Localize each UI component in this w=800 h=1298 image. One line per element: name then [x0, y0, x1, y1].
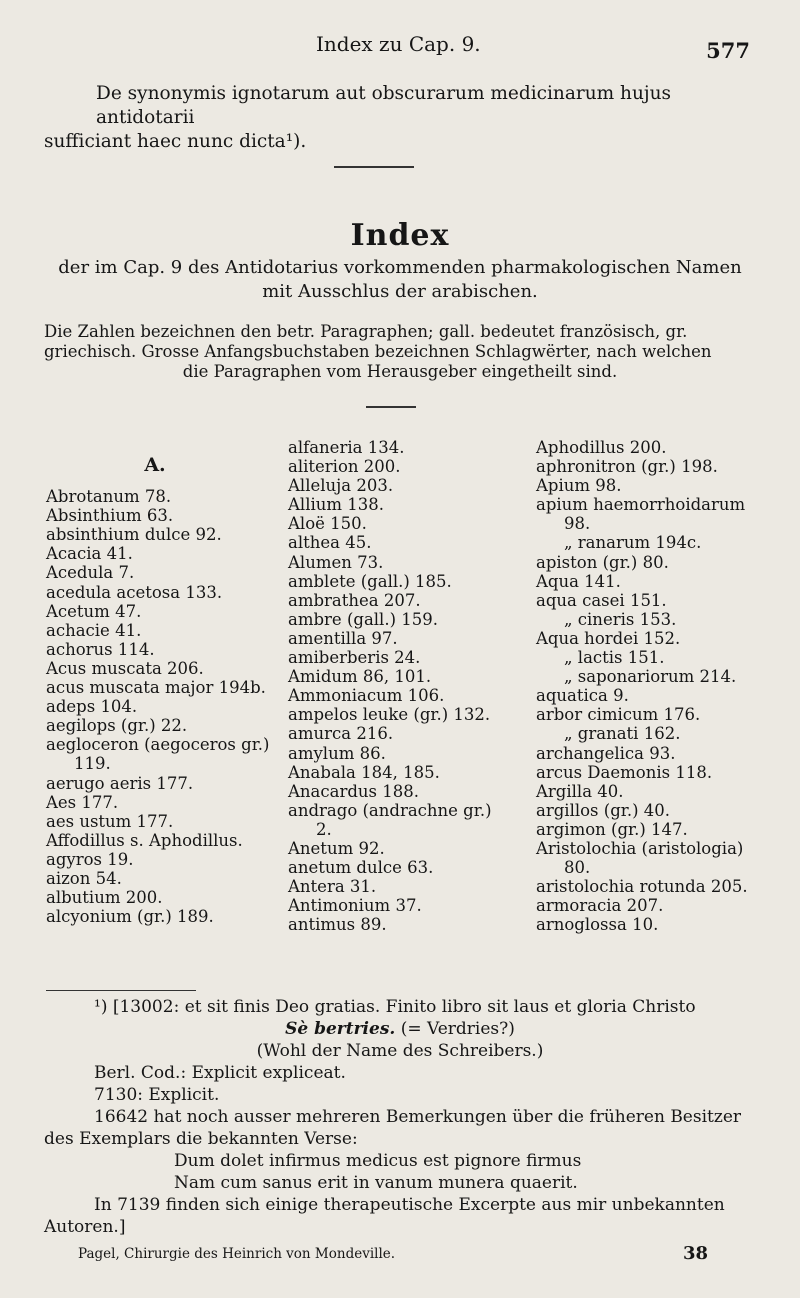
page-footer: [78, 1243, 708, 1264]
index-entry: Acedula 7.: [46, 563, 135, 583]
index-entry: aes ustum 177.: [46, 811, 174, 831]
index-column-3: [536, 438, 762, 934]
index-entry: Absinthium 63.: [46, 506, 174, 526]
index-entry: aristolochia rotunda 205.: [536, 877, 748, 897]
footnote-rule: [46, 990, 196, 991]
separator-rule: [366, 406, 416, 408]
index-entry: Aloë 150.: [288, 514, 367, 534]
explanatory-note: [44, 322, 756, 382]
index-entry: absinthium dulce 92.: [46, 525, 222, 545]
index-entry: ampelos leuke (gr.) 132.: [288, 705, 491, 725]
footnote-line: (Wohl der Name des Schreibers.): [256, 1041, 544, 1061]
footnote-line: 16642 hat noch ausser mehreren Bemerkungen über die früheren Besitzer: [94, 1107, 742, 1127]
index-entry: arnoglossa 10.: [536, 915, 659, 935]
scribe-name: Sè bertries.: [285, 1019, 396, 1039]
footnote-line: Autoren.]: [44, 1217, 126, 1237]
index-entry: Aes 177.: [46, 792, 119, 812]
index-entry: Acacia 41.: [46, 544, 133, 564]
running-header: [0, 30, 800, 63]
index-entry: Alleluja 203.: [288, 476, 394, 496]
index-entry: „ granati 162.: [564, 724, 681, 744]
index-entry: argillos (gr.) 40.: [536, 800, 671, 820]
index-entry: acedula acetosa 133.: [46, 582, 223, 602]
index-entry: amurca 216.: [288, 724, 394, 744]
scribe-gloss: (= Verdries?): [400, 1019, 515, 1039]
index-entry: aliterion 200.: [288, 457, 401, 477]
index-entry: apiston (gr.) 80.: [536, 552, 669, 572]
signature-mark: 38: [682, 1243, 708, 1264]
index-title: Index: [350, 218, 450, 253]
index-entry: albutium 200.: [46, 888, 163, 908]
index-entry: Aristolochia (aristologia): [536, 838, 744, 858]
index-entry: arbor cimicum 176.: [536, 705, 701, 725]
index-entry: Antimonium 37.: [288, 896, 422, 916]
index-entry: „ ranarum 194c.: [564, 533, 702, 553]
index-entry-continuation: 2.: [316, 819, 332, 839]
index-entry: Anacardus 188.: [288, 781, 419, 801]
index-column-1: [46, 444, 270, 927]
index-entry: Aqua 141.: [536, 571, 621, 591]
index-entry: anetum dulce 63.: [288, 858, 434, 878]
index-entry: amblete (gall.) 185.: [288, 571, 452, 591]
index-entry: Anetum 92.: [288, 838, 385, 858]
index-entry: aqua casei 151.: [536, 590, 667, 610]
index-entry-continuation: 80.: [564, 858, 591, 878]
intro-line: De synonymis ignotarum aut obscurarum medicinarum hujus antidotarii: [96, 83, 672, 128]
index-entry: argimon (gr.) 147.: [536, 819, 688, 839]
footnote-line: ¹) [13002: et sit finis Deo gratias. Finito libro sit laus et gloria Christo: [94, 997, 696, 1017]
index-entry: archangelica 93.: [536, 743, 676, 763]
index-entry: andrago (andrachne gr.): [288, 800, 492, 820]
index-entry: „ lactis 151.: [564, 648, 665, 668]
index-entry: achacie 41.: [46, 620, 142, 640]
index-entry: aegloceron (aegoceros gr.): [46, 735, 270, 755]
page-number: 577: [706, 38, 750, 63]
footnote: [44, 996, 756, 1238]
index-entry: aphronitron (gr.) 198.: [536, 457, 718, 477]
footnote-line: 7130: Explicit.: [94, 1085, 220, 1105]
index-entry: ambre (gall.) 159.: [288, 609, 438, 629]
index-entry-continuation: 98.: [564, 514, 591, 534]
footnote-line: des Exemplars die bekannten Verse:: [44, 1129, 358, 1149]
index-entry: Affodillus s. Aphodillus.: [46, 830, 243, 850]
index-entry: aquatica 9.: [536, 686, 629, 706]
footnote-signature-line: [44, 1018, 756, 1040]
index-entry-continuation: 119.: [74, 754, 111, 774]
index-entry: aegilops (gr.) 22.: [46, 716, 188, 736]
index-entry: apium haemorrhoidarum: [536, 495, 746, 515]
index-entry: arcus Daemonis 118.: [536, 762, 713, 782]
index-entry: Anabala 184, 185.: [288, 762, 440, 782]
index-entry: Abrotanum 78.: [46, 487, 172, 507]
footer-citation: Pagel, Chirurgie des Heinrich von Mondeville.: [78, 1246, 396, 1262]
subtitle-line: der im Cap. 9 des Antidotarius vorkommenden pharmakologischen Namen: [58, 257, 742, 278]
running-title: Index zu Cap. 9.: [316, 32, 481, 56]
subtitle-line: mit Ausschlus der arabischen.: [262, 281, 538, 302]
index-entry: Amidum 86, 101.: [288, 667, 432, 687]
index-entry: Allium 138.: [288, 495, 385, 515]
section-letter: A.: [144, 454, 166, 476]
intro-line: sufficiant haec nunc dicta¹).: [44, 131, 307, 152]
index-entry: acus muscata major 194b.: [46, 678, 266, 698]
index-entry: alcyonium (gr.) 189.: [46, 907, 214, 927]
index-entry: achorus 114.: [46, 639, 155, 659]
index-entry: aerugo aeris 177.: [46, 773, 194, 793]
note-line: griechisch. Grosse Anfangsbuchstaben bezeichnen Schlagwërter, nach welchen: [44, 342, 712, 361]
index-entry: Acus muscata 206.: [46, 658, 204, 678]
index-entry: „ cineris 153.: [564, 609, 677, 629]
verse-line: Dum dolet infirmus medicus est pignore firmus: [174, 1151, 582, 1171]
index-entry: aizon 54.: [46, 868, 122, 888]
index-entry: amylum 86.: [288, 743, 386, 763]
index-entry: ambrathea 207.: [288, 590, 421, 610]
index-entry: althea 45.: [288, 533, 372, 553]
index-entry: Argilla 40.: [536, 781, 624, 801]
index-entry: Antera 31.: [288, 877, 377, 897]
index-entry: Aphodillus 200.: [536, 438, 667, 457]
index-entry: Alumen 73.: [288, 552, 384, 572]
footnote-line: Berl. Cod.: Explicit expliceat.: [94, 1063, 346, 1083]
index-entry: „ saponariorum 214.: [564, 667, 737, 687]
index-entry: Ammoniacum 106.: [288, 686, 445, 706]
index-entry: Acetum 47.: [46, 601, 142, 621]
note-line: Die Zahlen bezeichnen den betr. Paragraphen; gall. bedeutet französisch, gr.: [44, 322, 688, 341]
index-subtitle: [44, 256, 756, 304]
index-entry: amiberberis 24.: [288, 648, 421, 668]
index-entry: antimus 89.: [288, 915, 387, 935]
index-entry: Apium 98.: [536, 476, 622, 496]
intro-paragraph: [44, 82, 756, 154]
separator-rule: [334, 166, 414, 168]
index-column-2: [288, 438, 518, 934]
index-entry: armoracia 207.: [536, 896, 664, 916]
index-entry: agyros 19.: [46, 849, 134, 869]
index-entry: alfaneria 134.: [288, 438, 405, 457]
note-line: die Paragraphen vom Herausgeber eingetheilt sind.: [182, 362, 618, 381]
footnote-line: In 7139 finden sich einige therapeutische Excerpte aus mir unbekannten: [94, 1195, 725, 1215]
index-entry: Aqua hordei 152.: [536, 628, 681, 648]
index-entry: adeps 104.: [46, 697, 138, 717]
index-entry: amentilla 97.: [288, 628, 398, 648]
verse-line: Nam cum sanus erit in vanum munera quaerit.: [174, 1173, 578, 1193]
